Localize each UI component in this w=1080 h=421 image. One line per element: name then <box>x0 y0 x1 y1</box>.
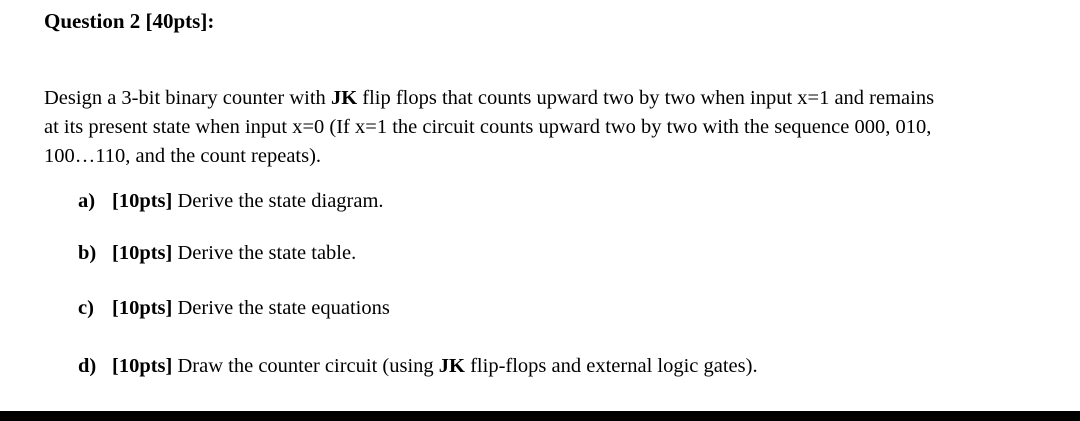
part-c-points: [10pts] <box>112 297 173 319</box>
part-a <box>78 190 384 213</box>
problem-line-2: at its present state when input x=0 (If x=1 the circuit counts upward two by two with the sequence 000, 010, <box>44 116 932 138</box>
jk-emphasis: JK <box>330 87 358 109</box>
problem-line-3: 100…110, and the count repeats). <box>44 145 322 167</box>
part-d-points: [10pts] <box>112 355 173 377</box>
part-a-points: [10pts] <box>112 190 173 212</box>
part-b <box>78 242 356 265</box>
part-d-text-pre: Draw the counter circuit (using <box>172 355 439 377</box>
part-a-letter: a) <box>78 190 96 212</box>
part-c-letter: c) <box>78 297 94 319</box>
part-d-jk-emphasis: JK <box>438 355 465 377</box>
part-c-text: Derive the state equations <box>172 297 390 319</box>
question-title: Question 2 [40pts]: <box>44 9 215 33</box>
problem-line-1 <box>44 84 1034 113</box>
part-b-letter: b) <box>78 242 97 264</box>
bottom-border-rule <box>0 411 1080 421</box>
part-d <box>78 355 758 378</box>
part-b-points: [10pts] <box>112 242 173 264</box>
part-a-text: Derive the state diagram. <box>172 190 384 212</box>
problem-line-1-post: flip flops that counts upward two by two when input x=1 and remains <box>357 87 935 109</box>
part-c <box>78 297 390 320</box>
part-d-letter: d) <box>78 355 97 377</box>
part-b-text: Derive the state table. <box>172 242 357 264</box>
problem-statement <box>44 84 1034 171</box>
part-d-text-post: flip-flops and external logic gates). <box>464 355 758 377</box>
problem-line-1-pre: Design a 3-bit binary counter with <box>44 87 331 109</box>
